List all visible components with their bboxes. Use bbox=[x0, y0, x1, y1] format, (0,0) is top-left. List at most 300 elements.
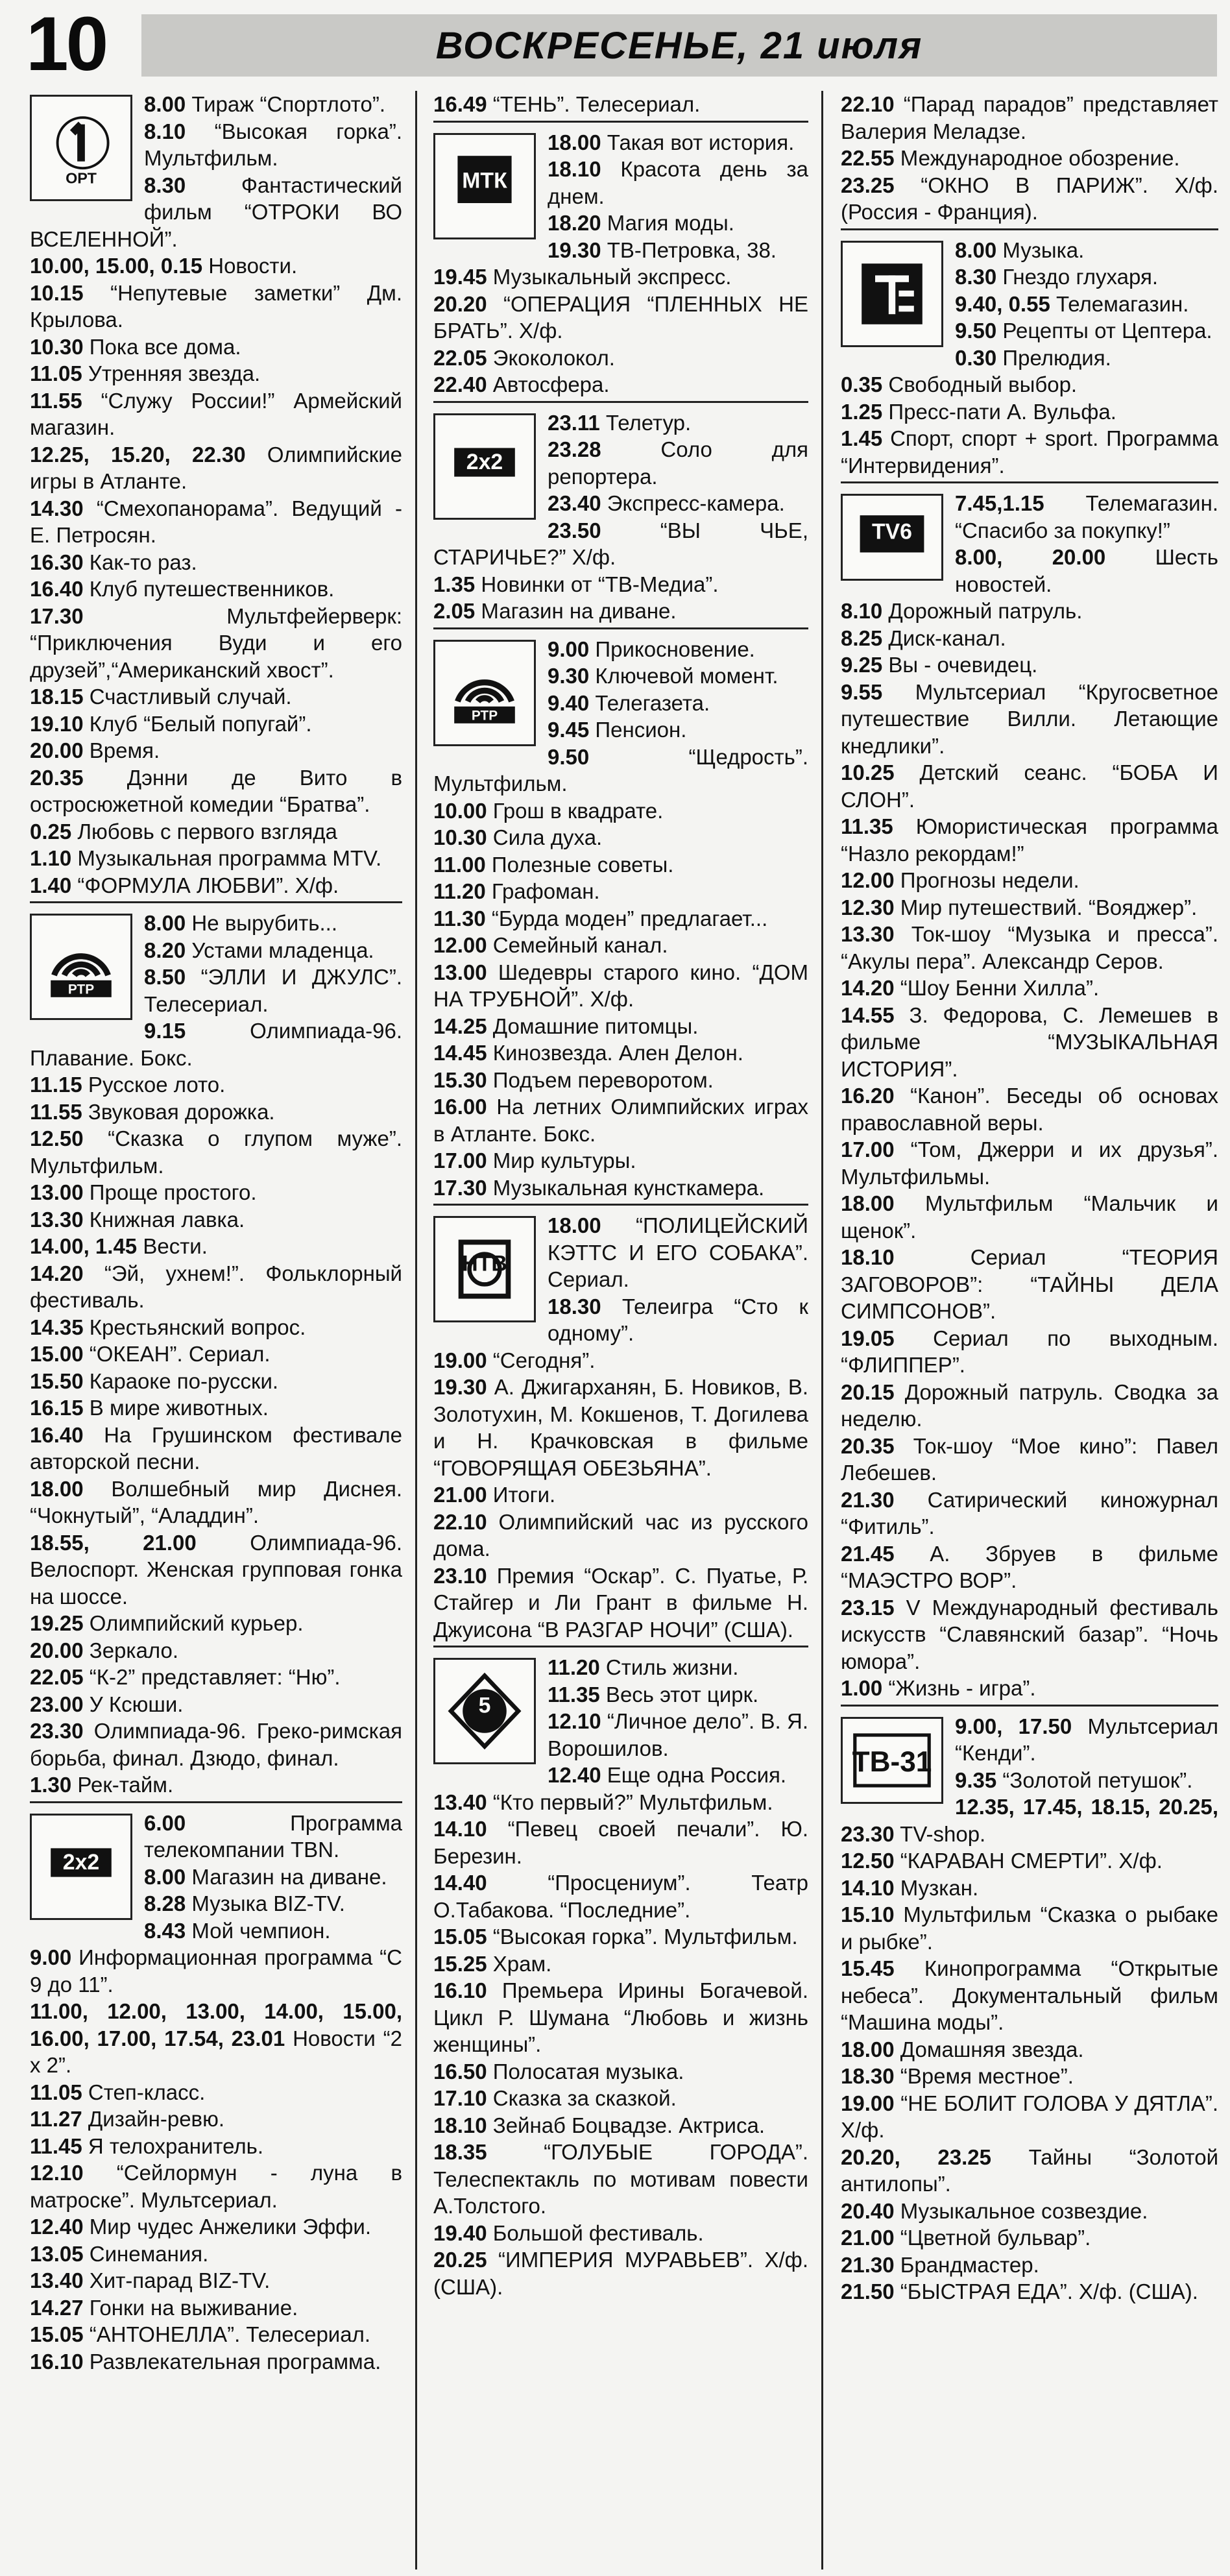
program-time: 16.00 bbox=[433, 1095, 487, 1119]
program-entry bbox=[841, 1540, 1218, 1594]
program-title: Музыкальное созвездие. bbox=[894, 2198, 1148, 2223]
channel-block bbox=[30, 901, 402, 1799]
program-title: Гнездо глухаря. bbox=[996, 265, 1159, 289]
program-entry bbox=[841, 91, 1218, 145]
program-title: Мультфейерверк: “Приключения Вуди и его друзей”,“Американский хвост”. bbox=[30, 603, 402, 682]
program-entry bbox=[433, 905, 808, 932]
program-time: 9.45 bbox=[548, 718, 590, 742]
program-entry bbox=[30, 1233, 402, 1260]
program-entry bbox=[433, 598, 808, 625]
program-title: З. Федорова, С. Лемешев в фильме “МУЗЫКАЛЬНАЯ ИСТОРИЯ”. bbox=[841, 1002, 1218, 1081]
program-time: 12.50 bbox=[30, 1126, 84, 1150]
program-time: 10.00, 15.00, 0.15 bbox=[30, 254, 203, 278]
program-title: Мир культуры. bbox=[487, 1148, 636, 1173]
program-time: 11.00 bbox=[433, 852, 486, 877]
program-time: 18.30 bbox=[548, 1294, 601, 1318]
program-title: Степ-класс. bbox=[82, 2080, 206, 2104]
program-time: 0.30 bbox=[955, 345, 997, 370]
program-time: 23.11 bbox=[548, 410, 600, 435]
program-entry bbox=[30, 2321, 402, 2348]
program-time: 12.50 bbox=[841, 1849, 895, 1873]
program-title: Музыкальная кунсткамера. bbox=[487, 1175, 765, 1200]
program-entry bbox=[30, 334, 402, 361]
program-title: Подъем переворотом. bbox=[487, 1067, 714, 1092]
program-title: Полезные советы. bbox=[485, 852, 674, 877]
program-title: “ОКНО В ПАРИЖ”. Х/ф. (Россия - Франция). bbox=[841, 173, 1218, 224]
program-title: Как-то раз. bbox=[83, 550, 197, 574]
program-time: 23.25 bbox=[841, 173, 895, 197]
program-title: Развлекательная программа. bbox=[83, 2349, 381, 2374]
program-time: 8.00 bbox=[144, 1864, 186, 1889]
logo-text: TV6 bbox=[872, 519, 912, 544]
program-entry bbox=[433, 1093, 808, 1147]
program-entry bbox=[841, 1379, 1218, 1433]
program-title: “ГОЛУБЫЕ ГОРОДА”. Телеспектакль по мотивам повести А.Толстого. bbox=[433, 2140, 808, 2218]
program-time: 19.40 bbox=[433, 2220, 487, 2245]
program-title: Волшебный мир Диснея. “Чокнутый”, “Аладдин”. bbox=[30, 1476, 402, 1527]
program-title: Ключевой момент. bbox=[589, 664, 778, 688]
program-title: “Шоу Бенни Хилла”. bbox=[894, 976, 1100, 1000]
program-title: Спорт, спорт + sport. Программа “Интервидения”. bbox=[841, 426, 1218, 478]
program-time: 1.30 bbox=[30, 1773, 72, 1797]
program-title: Гонки на выживание. bbox=[83, 2295, 298, 2320]
logo-text: ОРТ bbox=[66, 169, 97, 187]
program-time: 22.40 bbox=[433, 372, 487, 396]
program-time: 9.55 bbox=[841, 679, 883, 704]
program-title: “Золотой петушок”. bbox=[996, 1768, 1193, 1792]
program-title: Музыкальный экспресс. bbox=[487, 265, 732, 289]
program-title: “Кто первый?” Мультфильм. bbox=[487, 1790, 773, 1814]
program-title: Время. bbox=[83, 738, 160, 762]
channel-block bbox=[30, 1801, 402, 2376]
program-title: “ВЫ ЧЬЕ, СТАРИЧЬЕ?” Х/ф. bbox=[433, 518, 808, 569]
program-entry bbox=[433, 237, 808, 264]
program-time: 11.35 bbox=[548, 1682, 600, 1707]
program-title: Музыка BIZ-TV. bbox=[186, 1891, 345, 1915]
program-title: Домашняя звезда. bbox=[894, 2037, 1084, 2061]
program-time: 17.30 bbox=[30, 603, 84, 628]
program-time: 20.15 bbox=[841, 1379, 895, 1404]
program-time: 16.30 bbox=[30, 550, 84, 574]
program-entry bbox=[841, 2252, 1218, 2279]
program-time: 23.30 bbox=[30, 1719, 84, 1743]
program-time: 16.15 bbox=[30, 1396, 84, 1420]
program-time: 11.55 bbox=[30, 388, 82, 413]
program-entry bbox=[30, 2106, 402, 2133]
program-title: Олимпийский курьер. bbox=[83, 1611, 304, 1635]
program-entry bbox=[30, 1099, 402, 1126]
program-title: “Непутевые заметки” Дм. Крылова. bbox=[30, 280, 402, 332]
program-entry bbox=[841, 2278, 1218, 2305]
program-time: 23.50 bbox=[548, 518, 601, 542]
channel-block bbox=[433, 1204, 808, 1643]
program-title: “Жизнь - игра”. bbox=[882, 1676, 1036, 1700]
program-entry bbox=[30, 764, 402, 818]
program-title: TV-shop. bbox=[894, 1821, 986, 1846]
program-entry bbox=[30, 1368, 402, 1395]
program-title: “Высокая горка”. Мультфильм. bbox=[144, 119, 402, 170]
program-time: 18.00 bbox=[841, 2037, 895, 2061]
program-time: 15.10 bbox=[841, 1902, 895, 1926]
program-entry bbox=[30, 576, 402, 603]
program-entry bbox=[433, 1174, 808, 1202]
program-time: 9.00 bbox=[548, 637, 590, 661]
program-title: Информационная программа “С 9 до 11”. bbox=[30, 1945, 402, 1997]
program-title: “Время местное”. bbox=[894, 2064, 1074, 2088]
2x2-logo-graphic bbox=[39, 1825, 123, 1909]
program-entry bbox=[30, 1529, 402, 1610]
logo-text: 2x2 bbox=[466, 449, 503, 474]
program-title: Телегазета. bbox=[589, 690, 710, 715]
program-title: Магазин на диване. bbox=[475, 599, 677, 623]
program-time: 16.10 bbox=[433, 1978, 487, 2002]
program-title: Кинозвезда. Ален Делон. bbox=[487, 1041, 743, 1065]
channel-separator bbox=[841, 1705, 1218, 1707]
program-title: Музыка. bbox=[996, 237, 1085, 262]
program-title: “Том, Джерри и их друзья”. Мультфильмы. bbox=[841, 1137, 1218, 1189]
program-entry bbox=[30, 1691, 402, 1718]
program-time: 12.40 bbox=[548, 1763, 601, 1787]
program-time: 8.00 bbox=[144, 911, 186, 935]
program-time: 13.00 bbox=[433, 960, 487, 984]
program-title: Олимпийский час из русского дома. bbox=[433, 1509, 808, 1561]
program-time: 11.05 bbox=[30, 361, 82, 385]
ch5-logo-graphic bbox=[442, 1669, 527, 1753]
program-entry bbox=[433, 91, 808, 118]
channel-block bbox=[841, 1705, 1218, 2305]
program-title: Сериал по выходным. “ФЛИППЕР”. bbox=[841, 1326, 1218, 1377]
program-entry bbox=[30, 280, 402, 334]
program-title: Крестьянский вопрос. bbox=[83, 1315, 306, 1339]
program-time: 8.10 bbox=[144, 119, 186, 143]
program-entry bbox=[30, 1017, 402, 1071]
program-title: Новости “2 х 2”. bbox=[30, 2026, 402, 2077]
program-time: 10.30 bbox=[433, 825, 487, 849]
logo-text: ТВ-31 bbox=[852, 1745, 932, 1778]
program-title: Экоколокол. bbox=[487, 345, 615, 370]
program-time: 20.35 bbox=[30, 765, 84, 790]
program-time: 9.25 bbox=[841, 653, 883, 677]
program-title: Вести. bbox=[137, 1234, 208, 1258]
tv6-logo-graphic bbox=[850, 495, 934, 579]
program-time: 21.30 bbox=[841, 1487, 895, 1512]
2x2-logo bbox=[30, 1814, 132, 1920]
program-entry bbox=[841, 1901, 1218, 1955]
program-entry bbox=[841, 2198, 1218, 2225]
schedule-column-3 bbox=[841, 91, 1218, 2308]
program-time: 19.05 bbox=[841, 1326, 895, 1350]
program-entry bbox=[30, 818, 402, 845]
program-time: 12.00 bbox=[841, 868, 895, 892]
program-entry bbox=[30, 683, 402, 711]
program-time: 14.00, 1.45 bbox=[30, 1234, 138, 1258]
program-entry bbox=[30, 1341, 402, 1368]
program-time: 21.45 bbox=[841, 1541, 895, 1566]
program-time: 20.00 bbox=[30, 738, 84, 762]
program-time: 18.00 bbox=[548, 1213, 601, 1237]
program-time: 15.05 bbox=[433, 1925, 487, 1949]
program-time: 14.10 bbox=[433, 1817, 487, 1841]
program-title: V Международный фестиваль искусств “Славянский базар”. “Ночь юмора”. bbox=[841, 1595, 1218, 1673]
program-entry bbox=[433, 2058, 808, 2085]
program-entry bbox=[30, 845, 402, 872]
program-title: Большой фестиваль. bbox=[487, 2220, 704, 2245]
program-entry bbox=[433, 959, 808, 1013]
program-entry bbox=[841, 679, 1218, 760]
program-entry bbox=[433, 851, 808, 879]
program-title: Прелюдия. bbox=[996, 345, 1111, 370]
program-time: 16.50 bbox=[433, 2059, 487, 2084]
program-time: 11.30 bbox=[433, 906, 486, 930]
channel-separator bbox=[841, 228, 1218, 230]
program-time: 19.00 bbox=[841, 2091, 895, 2115]
program-time: 15.50 bbox=[30, 1368, 84, 1393]
channel-block bbox=[433, 627, 808, 1202]
program-title: Мой чемпион. bbox=[186, 1918, 331, 1943]
program-entry bbox=[30, 360, 402, 387]
program-title: Шесть новостей. bbox=[955, 545, 1218, 596]
program-title: “ОКЕАН”. Сериал. bbox=[83, 1342, 271, 1366]
program-entry bbox=[433, 371, 808, 398]
program-time: 14.45 bbox=[433, 1041, 487, 1065]
program-title: Не вырубить... bbox=[186, 911, 338, 935]
program-time: 15.30 bbox=[433, 1067, 487, 1092]
program-title: Ток-шоу “Музыка и пресса”. “Акулы пера”. Александр Серов. bbox=[841, 922, 1218, 973]
program-title: Дэнни де Вито в остросюжетной комедии “Братва”. bbox=[30, 765, 402, 816]
channel-block bbox=[841, 481, 1218, 1702]
page-header bbox=[26, 1, 1217, 87]
program-time: 15.05 bbox=[30, 2322, 84, 2346]
program-time: 12.30 bbox=[841, 895, 895, 919]
program-entry bbox=[433, 1067, 808, 1094]
program-entry bbox=[433, 1789, 808, 1816]
2x2-logo-graphic bbox=[442, 424, 527, 509]
program-time: 11.45 bbox=[30, 2133, 82, 2158]
program-time: 20.35 bbox=[841, 1433, 895, 1458]
program-title: Итоги. bbox=[487, 1483, 556, 1507]
program-time: 22.55 bbox=[841, 146, 895, 170]
program-entry bbox=[433, 1481, 808, 1509]
channel-block bbox=[841, 91, 1218, 226]
program-time: 18.00 bbox=[841, 1191, 895, 1215]
program-time: 22.05 bbox=[433, 345, 487, 370]
logo-text: НТВ bbox=[462, 1251, 507, 1276]
program-title: Музкан. bbox=[894, 1875, 979, 1900]
channel-separator bbox=[30, 1801, 402, 1803]
program-entry bbox=[30, 603, 402, 684]
program-title: “Бурда моден” предлагает... bbox=[485, 906, 768, 930]
rtr-spb-logo bbox=[433, 640, 536, 746]
program-entry bbox=[30, 2133, 402, 2160]
program-time: 1.00 bbox=[841, 1676, 883, 1700]
program-title: “Канон”. Беседы об основах православной веры. bbox=[841, 1084, 1218, 1135]
program-title: Мультсериал “Кругосветное путешествие Вилли. Летающие кнедлики”. bbox=[841, 679, 1218, 758]
program-title: Клуб путешественников. bbox=[83, 577, 335, 601]
program-time: 18.35 bbox=[433, 2140, 487, 2164]
program-entry bbox=[433, 1977, 808, 2058]
program-entry bbox=[433, 1923, 808, 1950]
program-title: Дорожный патруль. Сводка за неделю. bbox=[841, 1379, 1218, 1431]
program-entry bbox=[841, 1955, 1218, 2036]
program-entry bbox=[433, 824, 808, 851]
program-entry bbox=[30, 711, 402, 738]
program-time: 11.27 bbox=[30, 2107, 82, 2131]
program-title: Русское лото. bbox=[82, 1073, 226, 1097]
program-title: Устами младенца. bbox=[186, 938, 374, 962]
program-time: 13.05 bbox=[30, 2241, 84, 2266]
program-time: 18.00 bbox=[548, 130, 601, 154]
program-time: 11.20 bbox=[433, 879, 486, 903]
program-time: 14.30 bbox=[30, 496, 84, 520]
program-time: 20.20 bbox=[433, 291, 487, 316]
column-divider bbox=[415, 91, 417, 2570]
program-entry bbox=[30, 549, 402, 576]
program-time: 18.20 bbox=[548, 211, 601, 235]
channel-separator bbox=[30, 901, 402, 903]
program-time: 17.10 bbox=[433, 2086, 487, 2110]
program-title: Фантастический фильм “ОТРОКИ ВО ВСЕЛЕННОЙ”. bbox=[30, 173, 402, 251]
program-entry bbox=[433, 1869, 808, 1923]
program-title: Мир чудес Анжелики Эффи. bbox=[83, 2215, 371, 2239]
program-title: Сказка за сказкой. bbox=[487, 2086, 677, 2110]
program-title: Домашние питомцы. bbox=[487, 1014, 699, 1038]
program-title: Пенсион. bbox=[589, 718, 687, 742]
program-title: “Просцениум”. Театр О.Табакова. “Последние”. bbox=[433, 1871, 808, 1922]
program-entry bbox=[841, 598, 1218, 625]
program-time: 23.10 bbox=[433, 1563, 487, 1588]
program-title: Олимпиада-96. Плавание. Бокс. bbox=[30, 1019, 402, 1070]
program-title: Олимпиада-96. Греко-римская борьба, финал. Дзюдо, финал. bbox=[30, 1719, 402, 1770]
channel-separator bbox=[433, 1204, 808, 1206]
program-time: 15.25 bbox=[433, 1951, 487, 1976]
mtk-logo-graphic bbox=[442, 144, 527, 228]
program-entry bbox=[30, 387, 402, 441]
program-title: “Щедрость”. Мультфильм. bbox=[433, 744, 808, 796]
program-time: 8.20 bbox=[144, 938, 186, 962]
program-time: 1.35 bbox=[433, 572, 476, 596]
program-time: 6.00 bbox=[144, 1810, 186, 1835]
program-entry bbox=[30, 1071, 402, 1099]
program-title: Стиль жизни. bbox=[599, 1655, 739, 1679]
program-entry bbox=[841, 2090, 1218, 2144]
program-time: 9.50 bbox=[548, 744, 590, 769]
program-entry bbox=[30, 1637, 402, 1664]
channel-block bbox=[841, 228, 1218, 480]
day-banner bbox=[141, 14, 1217, 77]
program-title: У Ксюши. bbox=[83, 1692, 184, 1716]
program-time: 18.10 bbox=[841, 1245, 895, 1269]
program-entry bbox=[30, 2213, 402, 2241]
program-entry bbox=[30, 737, 402, 764]
program-entry bbox=[433, 2246, 808, 2300]
program-entry bbox=[841, 145, 1218, 172]
day-title: ВОСКРЕСЕНЬЕ, 21 июля bbox=[435, 24, 923, 67]
program-time: 9.40, 0.55 bbox=[955, 291, 1050, 316]
program-time: 21.00 bbox=[841, 2226, 895, 2250]
program-time: 21.00 bbox=[433, 1483, 487, 1507]
program-time: 18.30 bbox=[841, 2064, 895, 2088]
program-title: “Певец своей печали”. Ю. Березин. bbox=[433, 1817, 808, 1868]
program-time: 16.20 bbox=[841, 1084, 895, 1108]
program-entry bbox=[433, 1147, 808, 1174]
program-time: 9.50 bbox=[955, 319, 997, 343]
program-time: 11.00, 12.00, 13.00, 14.00, 15.00, 16.00, 17.00, 17.54, 23.01 bbox=[30, 1999, 402, 2050]
program-entry bbox=[841, 894, 1218, 921]
schedule-column-1 bbox=[30, 91, 402, 2377]
program-entry bbox=[841, 759, 1218, 813]
program-time: 22.10 bbox=[433, 1509, 487, 1534]
program-time: 14.10 bbox=[841, 1875, 895, 1900]
program-time: 12.10 bbox=[548, 1709, 601, 1733]
program-title: Любовь с первого взгляда bbox=[71, 819, 337, 844]
program-title: Музыкальная программа MTV. bbox=[71, 846, 382, 870]
program-title: Рек-тайм. bbox=[71, 1773, 174, 1797]
program-entry bbox=[841, 813, 1218, 867]
program-title: “Эй, ухнем!”. Фольклорный фестиваль. bbox=[30, 1261, 402, 1312]
program-time: 15.45 bbox=[841, 1956, 895, 1980]
program-time: 14.25 bbox=[433, 1014, 487, 1038]
program-title: Красота день за днем. bbox=[548, 157, 808, 208]
program-time: 10.25 bbox=[841, 760, 895, 784]
program-title: “ИМПЕРИЯ МУРАВЬЕВ”. Х/ф. (США). bbox=[433, 2248, 808, 2299]
program-entry bbox=[841, 975, 1218, 1002]
channel-separator bbox=[433, 121, 808, 123]
program-time: 18.10 bbox=[433, 2113, 487, 2137]
program-time: 11.20 bbox=[548, 1655, 600, 1679]
program-title: “Личное дело”. В. Я. Ворошилов. bbox=[548, 1709, 808, 1760]
program-entry bbox=[30, 1394, 402, 1422]
program-time: 11.15 bbox=[30, 1073, 82, 1097]
program-entry bbox=[30, 1314, 402, 1341]
program-title: Прикосновение. bbox=[589, 637, 755, 661]
program-title: Телемагазин. bbox=[1050, 291, 1189, 316]
program-title: Семейный канал. bbox=[487, 933, 668, 957]
program-time: 8.30 bbox=[955, 265, 997, 289]
program-title: Магазин на диване. bbox=[186, 1864, 387, 1889]
program-entry bbox=[30, 1771, 402, 1799]
program-title: Телетур. bbox=[599, 410, 692, 435]
program-time: 14.40 bbox=[433, 1871, 487, 1895]
program-entry bbox=[433, 797, 808, 825]
te-logo-graphic bbox=[850, 252, 934, 336]
channel-separator bbox=[841, 481, 1218, 483]
logo-text: РТР bbox=[471, 708, 498, 723]
program-title: “ФОРМУЛА ЛЮБВИ”. Х/ф. bbox=[71, 873, 339, 897]
program-entry bbox=[30, 2294, 402, 2322]
schedule-column-2 bbox=[433, 91, 808, 2303]
program-title: “Смехопанорама”. Ведущий - Е. Петросян. bbox=[30, 496, 402, 547]
program-title: Пресс-пати А. Вульфа. bbox=[882, 399, 1116, 424]
program-time: 17.30 bbox=[433, 1175, 487, 1200]
program-title: Олимпиада-96. Велоспорт. Женская групповая гонка на шоссе. bbox=[30, 1530, 402, 1609]
program-title: Графоман. bbox=[485, 879, 600, 903]
program-entry bbox=[30, 1179, 402, 1206]
program-entry bbox=[841, 921, 1218, 975]
program-title: “Сказка о глупом муже”. Мультфильм. bbox=[30, 1126, 402, 1178]
program-entry bbox=[30, 1610, 402, 1637]
program-entry bbox=[30, 1260, 402, 1314]
program-title: “ПОЛИЦЕЙСКИЙ КЭТТС И ЕГО СОБАКА”. Сериал. bbox=[548, 1213, 808, 1291]
channel-block bbox=[433, 91, 808, 118]
program-entry bbox=[841, 1136, 1218, 1190]
program-entry bbox=[433, 1039, 808, 1067]
program-entry bbox=[30, 1422, 402, 1476]
program-entry bbox=[433, 878, 808, 905]
program-title: Новости. bbox=[202, 254, 298, 278]
program-time: 22.10 bbox=[841, 92, 895, 116]
program-time: 12.40 bbox=[30, 2215, 84, 2239]
program-time: 9.15 bbox=[144, 1019, 186, 1043]
